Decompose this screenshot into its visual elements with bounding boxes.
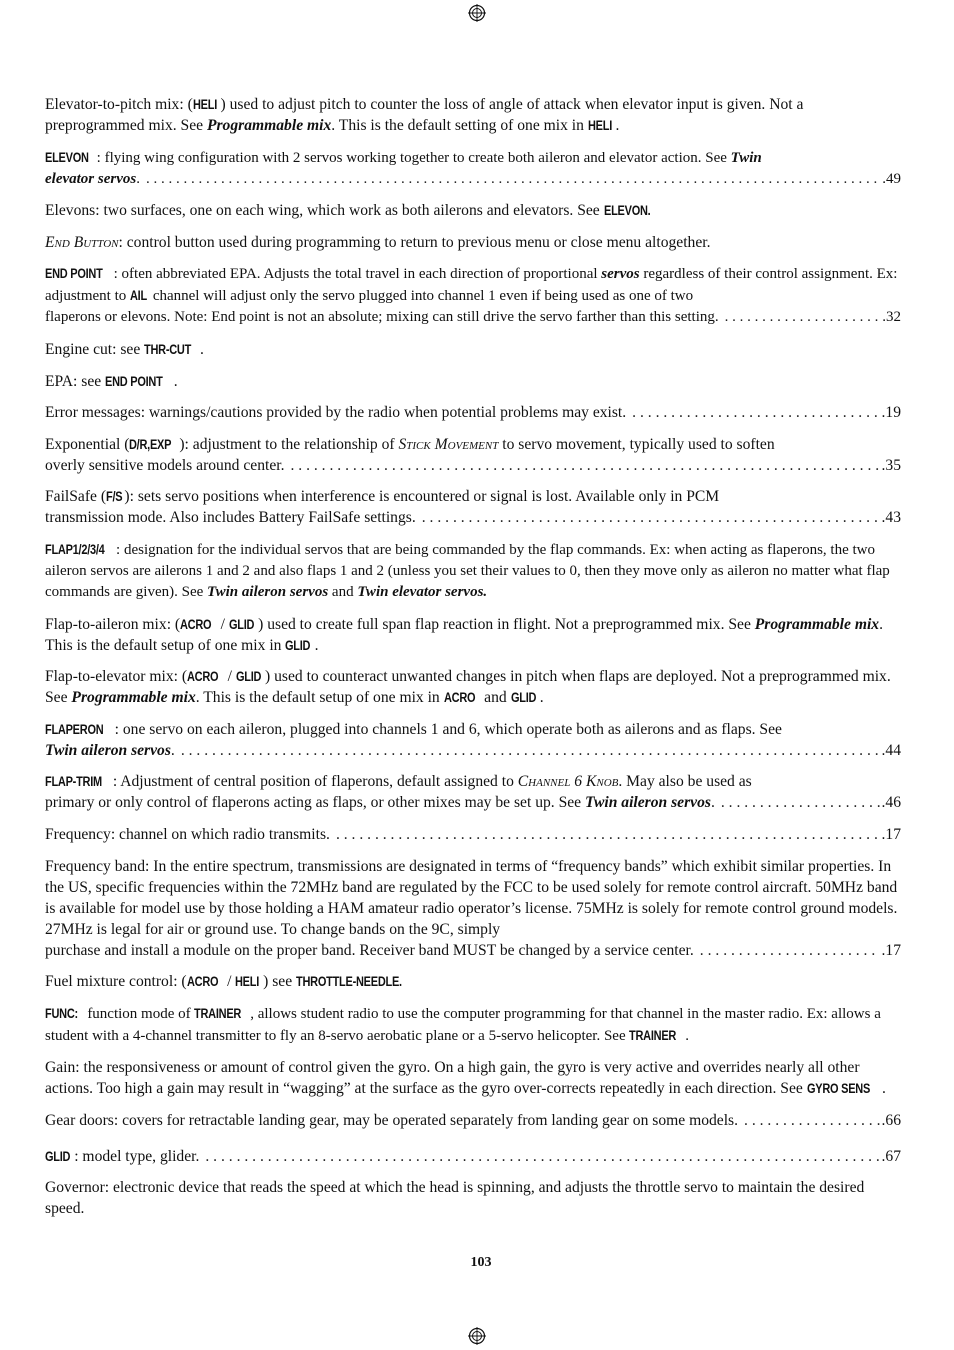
entry-exponential: [45, 434, 901, 476]
entry-fuel-mixture: [45, 971, 901, 992]
ref-twin-aileron-servos: Twin aileron servos: [585, 794, 711, 812]
keyword-glid: GLID: [285, 637, 311, 653]
entry-text: .: [685, 1027, 689, 1044]
entry-text: /: [223, 973, 236, 991]
entry-text: ) used to create full span flap reaction in flight. Not a preprogrammed mix. See: [258, 615, 755, 633]
entry-text: Flap-to-aileron mix: (: [45, 615, 181, 633]
keyword-elevon: ELEVON: [45, 149, 89, 165]
entry-epa: [45, 371, 901, 392]
entry-elevon: [45, 147, 901, 190]
keyword-acro: ACRO: [180, 616, 212, 632]
entry-text: : flying wing configuration with 2 servos working together to create both aileron and elevator action. See: [96, 149, 731, 166]
entry-text: .: [314, 636, 319, 654]
entry-text: ): sets servo positions when interference is encountered or signal is lost. Available only in PCM: [124, 488, 720, 506]
entry-text: Fuel mixture control: (: [45, 973, 187, 991]
keyword-heli: HELI: [587, 118, 612, 133]
entry-text: : model type, glider.: [74, 1147, 200, 1165]
entry-text: .: [173, 372, 178, 390]
entry-text: .: [615, 117, 620, 134]
page-ref: .17: [881, 825, 901, 843]
ref-servos: servos: [601, 266, 640, 283]
dot-leader: [422, 507, 880, 528]
entry-text: overly sensitive models around center.: [45, 456, 285, 474]
entry-text: .: [882, 1080, 886, 1098]
keyword-acro: ACRO: [187, 669, 219, 685]
registration-mark-top-icon: [468, 4, 486, 22]
entry-text: . This is the default setup of one mix in: [195, 689, 444, 707]
ref-programmable-mix: Programmable mix: [754, 615, 880, 633]
dot-leader: [721, 792, 880, 813]
entry-text: Frequency band: In the entire spectrum, transmissions are designated in terms of “frequency bands” which exhibit similar properties. In the US, specific frequencies within the 72MHz band are regulated by the FCC to be used solely for remote control aircraft. 50MHz band is available for model use by those holding a HAM amateur radio operator’s license. 75MHz is solely for remote control ground models. 27MHz is legal for air or ground use. To change bands on the 9C, simply: [45, 857, 898, 938]
keyword-glid: GLID: [228, 616, 255, 632]
dot-leader: [205, 1146, 879, 1167]
entry-text: : control button used during programming to return to previous menu or close menu altogether.: [118, 233, 711, 251]
entry-text: function mode of: [83, 1005, 195, 1022]
entry-elevons: [45, 200, 901, 221]
ref-twin: Twin: [730, 149, 762, 166]
keyword-fs: F/S: [106, 489, 123, 505]
entry-text: ): adjustment to the relationship of: [179, 435, 399, 453]
keyword-end-point: END POINT: [105, 373, 163, 389]
entry-text: FailSafe (: [45, 488, 107, 506]
ref-programmable-mix: Programmable mix: [71, 689, 196, 707]
entry-text: : designation for the individual servos that are being commanded by the flap commands. Ex: when acting as flaperons, the two aileron servos are ailerons 1 and 2 and also flaps 1 and 2 (unless you set their values to 0, then they move only as aileron no matter what flap commands are given). See: [45, 541, 890, 600]
keyword-flaperon: FLAPERON: [45, 721, 104, 737]
term-end-button: End Button: [45, 233, 119, 251]
entry-flap-to-aileron: [45, 614, 901, 656]
entry-gain: [45, 1057, 901, 1099]
keyword-glid: GLID: [510, 690, 536, 706]
keyword-heli: HELI: [192, 97, 217, 112]
page-ref: .43: [881, 509, 901, 527]
keyword-trainer: TRAINER: [194, 1005, 242, 1021]
entry-text: . This is the default setup of one mix in: [45, 615, 884, 654]
entry-text: Governor: electronic device that reads the speed at which the head is spinning, and adjusts the throttle servo to maintain the desired speed.: [45, 1179, 865, 1218]
entry-func: [45, 1003, 901, 1047]
entry-text: purchase and install a module on the proper band. Receiver band MUST be changed by a service center.: [45, 941, 694, 959]
entry-text: . This is the default setting of one mix in: [331, 117, 588, 134]
keyword-dr-exp: D/R,EXP: [129, 436, 172, 452]
entry-text: Flap-to-elevator mix: (: [45, 668, 188, 686]
keyword-acro: ACRO: [443, 690, 475, 706]
glossary-content: [45, 94, 901, 1230]
page-ref: .44: [881, 741, 901, 759]
entry-frequency: [45, 824, 901, 845]
entry-text: /: [216, 615, 229, 633]
entry-text: Frequency: channel on which radio transmits.: [45, 825, 330, 843]
entry-flap1234: [45, 539, 901, 603]
entry-text: transmission mode. Also includes Battery FailSafe settings.: [45, 509, 416, 527]
entry-text: .: [136, 170, 140, 187]
entry-gear-doors: [45, 1110, 901, 1131]
keyword-thr-cut: THR-CUT: [144, 341, 192, 357]
entry-text: to servo movement, typically used to soften: [498, 435, 775, 453]
dot-leader: [146, 169, 880, 190]
entry-flap-to-elevator: [45, 666, 901, 708]
keyword-gyro-sens: GYRO SENS: [806, 1081, 870, 1097]
entry-text: Exponential (: [45, 435, 130, 453]
entry-error-messages: [45, 402, 901, 423]
keyword-flap1234: FLAP1/2/3/4: [45, 541, 105, 557]
entry-glid: [45, 1146, 901, 1167]
dot-leader: [744, 1110, 879, 1131]
entry-text: primary or only control of flaperons acting as flaps, or other mixes may be set up. See: [45, 794, 586, 812]
entry-text: ) see: [263, 973, 297, 991]
entry-text: EPA: see: [45, 372, 106, 390]
page-ref: .19: [881, 404, 901, 422]
keyword-acro: ACRO: [186, 974, 218, 990]
entry-text: .: [170, 741, 175, 759]
term-channel-6-knob: Channel 6 Knob: [517, 773, 619, 791]
entry-end-button: [45, 232, 901, 253]
page-ref: .46: [881, 794, 901, 812]
ref-twin-aileron-servos: Twin aileron servos: [45, 741, 171, 759]
dot-leader: [632, 402, 879, 423]
entry-text: : often abbreviated EPA. Adjusts the total travel in each direction of proportional: [113, 266, 602, 283]
keyword-heli: HELI: [235, 974, 260, 990]
dot-leader: [290, 455, 879, 476]
entry-text: Elevons: two surfaces, one on each wing, which work as both ailerons and elevators. See: [45, 202, 604, 220]
ref-programmable-mix: Programmable mix: [206, 117, 332, 134]
keyword-flap-trim: FLAP-TRIM: [45, 774, 102, 790]
page-ref: .67: [881, 1147, 901, 1165]
keyword-glid: GLID: [235, 669, 262, 685]
entry-text: .: [539, 689, 544, 707]
entry-elevator-to-pitch: [45, 94, 901, 136]
entry-governor: [45, 1177, 901, 1219]
entry-text: : one servo on each aileron, plugged into channels 1 and 6, which operate both as ailerons and as flaps. See: [114, 720, 782, 738]
term-stick-movement: Stick Movement: [398, 435, 499, 453]
entry-flap-trim: [45, 771, 901, 813]
keyword-trainer: TRAINER: [629, 1027, 677, 1043]
entry-text: Error messages: warnings/cautions provided by the radio when potential problems may exist.: [45, 404, 627, 422]
keyword-ail: AIL: [130, 288, 147, 304]
entry-text: /: [223, 668, 236, 686]
entry-engine-cut: [45, 339, 901, 360]
dot-leader: [181, 740, 880, 761]
page-ref: .49: [882, 170, 901, 187]
ref-twin-aileron-servos: Twin aileron servos: [207, 583, 329, 600]
entry-text: and: [480, 689, 511, 707]
registration-mark-bottom-icon: [468, 1327, 486, 1345]
entry-text: .: [199, 340, 204, 358]
entry-text: .: [710, 794, 715, 812]
entry-flaperon: [45, 719, 901, 761]
keyword-throttle-needle: THROTTLE-NEEDLE.: [296, 974, 402, 990]
dot-leader: [336, 824, 880, 845]
page-ref: .32: [882, 309, 901, 326]
entry-text: Engine cut: see: [45, 340, 145, 358]
entry-text: Gain: the responsiveness or amount of control given the gyro. On a high gain, the gyro is very active and overrides nearly all other actions. Too high a gain may result in “wagging” at the surface as the gyro over-corrects repeatedly in each direction. See: [45, 1059, 860, 1098]
page-number: 103: [470, 1255, 492, 1270]
dot-leader: [700, 940, 880, 961]
entry-text: channel will adjust only the servo plugged into channel 1 even if being used as one of two: [149, 288, 694, 305]
page-ref: .66: [881, 1111, 901, 1129]
entry-text: flaperons or elevons. Note: End point is not an absolute; mixing can still drive the servo farther than this setting.: [45, 309, 719, 326]
entry-text: . May also be used as: [618, 773, 752, 791]
page-ref: .35: [881, 456, 901, 474]
keyword-glid: GLID: [45, 1148, 71, 1164]
keyword-end-point: END POINT: [45, 266, 103, 282]
keyword-func: FUNC:: [45, 1005, 78, 1021]
entry-end-point: [45, 263, 901, 328]
entry-failsafe: [45, 486, 901, 528]
dot-leader: [725, 307, 881, 328]
entry-frequency-band: [45, 856, 901, 961]
entry-text: Elevator-to-pitch mix: (: [45, 96, 193, 113]
entry-text: regardless of their control assignment. Ex: adjustment to: [45, 266, 898, 305]
keyword-elevon: ELEVON.: [603, 203, 651, 219]
entry-text: ) used to adjust pitch to counter the loss of angle of attack when elevator input is given. Not a preprogrammed mix. See: [45, 96, 804, 134]
entry-text: : Adjustment of central position of flaperons, default assigned to: [112, 773, 518, 791]
entry-text: , allows student radio to use the computer programming for that channel in the master radio. Ex: allows a student with a 4-channel transmitter to fly an 8-servo aerobatic plane or a 5-servo helicopter. See: [45, 1005, 881, 1044]
entry-text: ) used to counteract unwanted changes in pitch when flaps are deployed. Not a preprogrammed mix. See: [45, 668, 891, 707]
ref-twin-elevator-servos: Twin elevator servos.: [357, 583, 488, 600]
entry-text: and: [328, 583, 358, 600]
ref-elevator-servos: elevator servos: [45, 170, 137, 187]
entry-text: Gear doors: covers for retractable landing gear, may be operated separately from landing gear on some models.: [45, 1111, 739, 1129]
page-ref: .17: [881, 941, 901, 959]
